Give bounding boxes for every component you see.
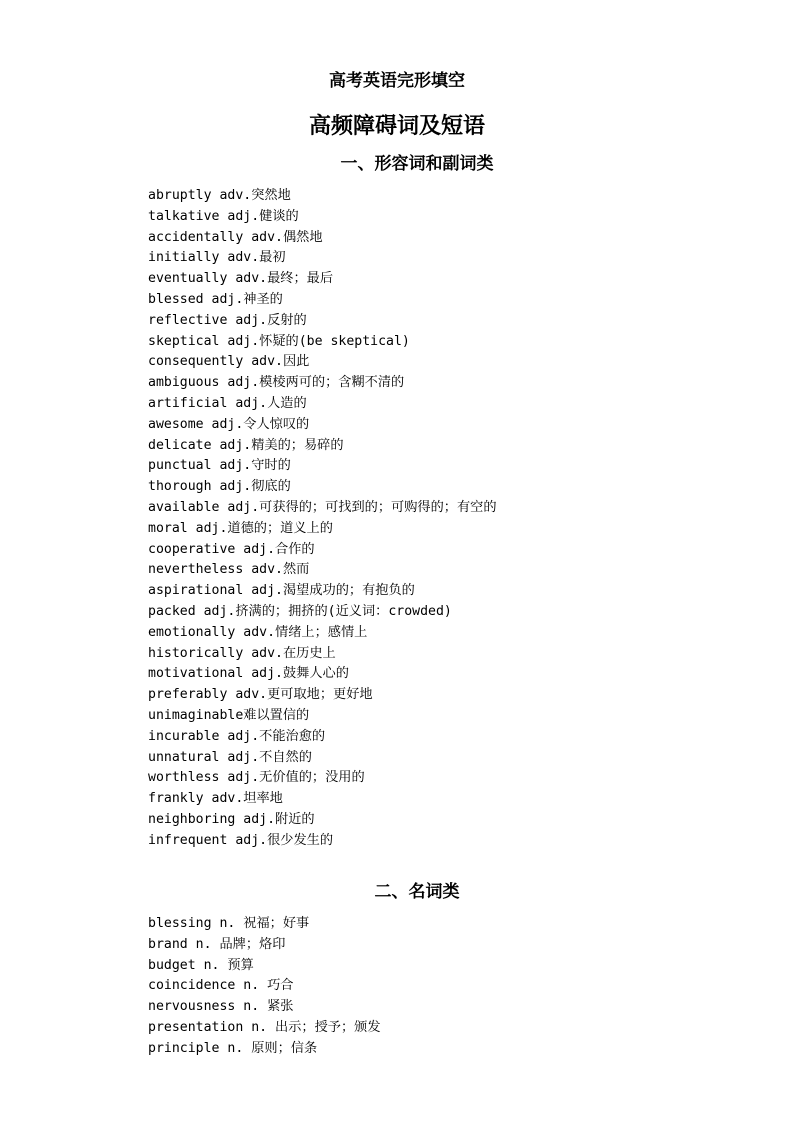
vocab-entry: punctual adj.守时的 — [148, 458, 291, 474]
vocab-entry: unnatural adj.不自然的 — [148, 749, 312, 765]
vocab-entry: talkative adj.健谈的 — [148, 208, 299, 224]
vocab-entry: presentation n. 出示；授予；颁发 — [148, 1019, 381, 1035]
vocab-entry: initially adv.最初 — [148, 250, 286, 266]
vocab-entry: aspirational adj.渴望成功的；有抱负的 — [148, 583, 415, 599]
vocab-entry: brand n. 品牌；烙印 — [148, 936, 286, 952]
vocab-list-nouns — [148, 914, 381, 1060]
vocab-entry: packed adj.挤满的；拥挤的(近义词：crowded) — [148, 603, 452, 619]
vocab-entry: thorough adj.彻底的 — [148, 479, 291, 495]
vocab-entry: blessed adj.神圣的 — [148, 291, 283, 307]
vocab-entry: delicate adj.精美的；易碎的 — [148, 437, 344, 453]
vocab-entry: budget n. 预算 — [148, 957, 254, 973]
vocab-entry: preferably adv.更可取地；更好地 — [148, 687, 373, 703]
vocab-entry: eventually adv.最终；最后 — [148, 271, 334, 287]
vocab-entry: skeptical adj.怀疑的(be skeptical) — [148, 333, 410, 349]
vocab-entry: awesome adj.令人惊叹的 — [148, 416, 310, 432]
vocab-entry: blessing n. 祝福；好事 — [148, 916, 310, 931]
vocab-list-adjectives-adverbs — [148, 186, 497, 852]
vocab-entry: motivational adj.鼓舞人心的 — [148, 666, 349, 682]
document-title: 高考英语完形填空 — [329, 71, 465, 91]
vocab-entry: infrequent adj.很少发生的 — [148, 832, 334, 848]
vocab-entry: frankly adv.坦率地 — [148, 791, 283, 807]
vocab-entry: artificial adj.人造的 — [148, 395, 307, 411]
vocab-entry: available adj.可获得的；可找到的；可购得的；有空的 — [148, 499, 497, 515]
vocab-entry: consequently adv.因此 — [148, 354, 310, 370]
vocab-entry: ambiguous adj.模棱两可的；含糊不清的 — [148, 375, 405, 391]
vocab-entry: reflective adj.反射的 — [148, 312, 307, 328]
vocab-entry: principle n. 原则；信条 — [148, 1040, 318, 1056]
section-heading-adjectives-adverbs: 一、形容词和副词类 — [340, 154, 494, 174]
vocab-entry: incurable adj.不能治愈的 — [148, 728, 326, 744]
vocab-entry: abruptly adv.突然地 — [148, 188, 291, 203]
vocab-entry: worthless adj.无价值的；没用的 — [148, 770, 365, 786]
vocab-entry: historically adv.在历史上 — [148, 645, 336, 661]
document-subtitle: 高频障碍词及短语 — [308, 113, 485, 139]
vocab-entry: nervousness n. 紧张 — [148, 999, 294, 1015]
vocab-entry: cooperative adj.合作的 — [148, 541, 315, 557]
vocab-entry: neighboring adj.附近的 — [148, 811, 315, 827]
vocab-entry: nevertheless adv.然而 — [148, 562, 310, 578]
vocab-entry: unimaginable难以置信的 — [148, 707, 310, 723]
vocab-entry: moral adj.道德的；道义上的 — [148, 520, 333, 536]
vocab-entry: coincidence n. 巧合 — [148, 978, 294, 994]
vocab-entry: emotionally adv.情绪上；感情上 — [148, 624, 368, 640]
section-heading-nouns: 二、名词类 — [374, 882, 460, 902]
vocab-entry: accidentally adv.偶然地 — [148, 229, 323, 245]
